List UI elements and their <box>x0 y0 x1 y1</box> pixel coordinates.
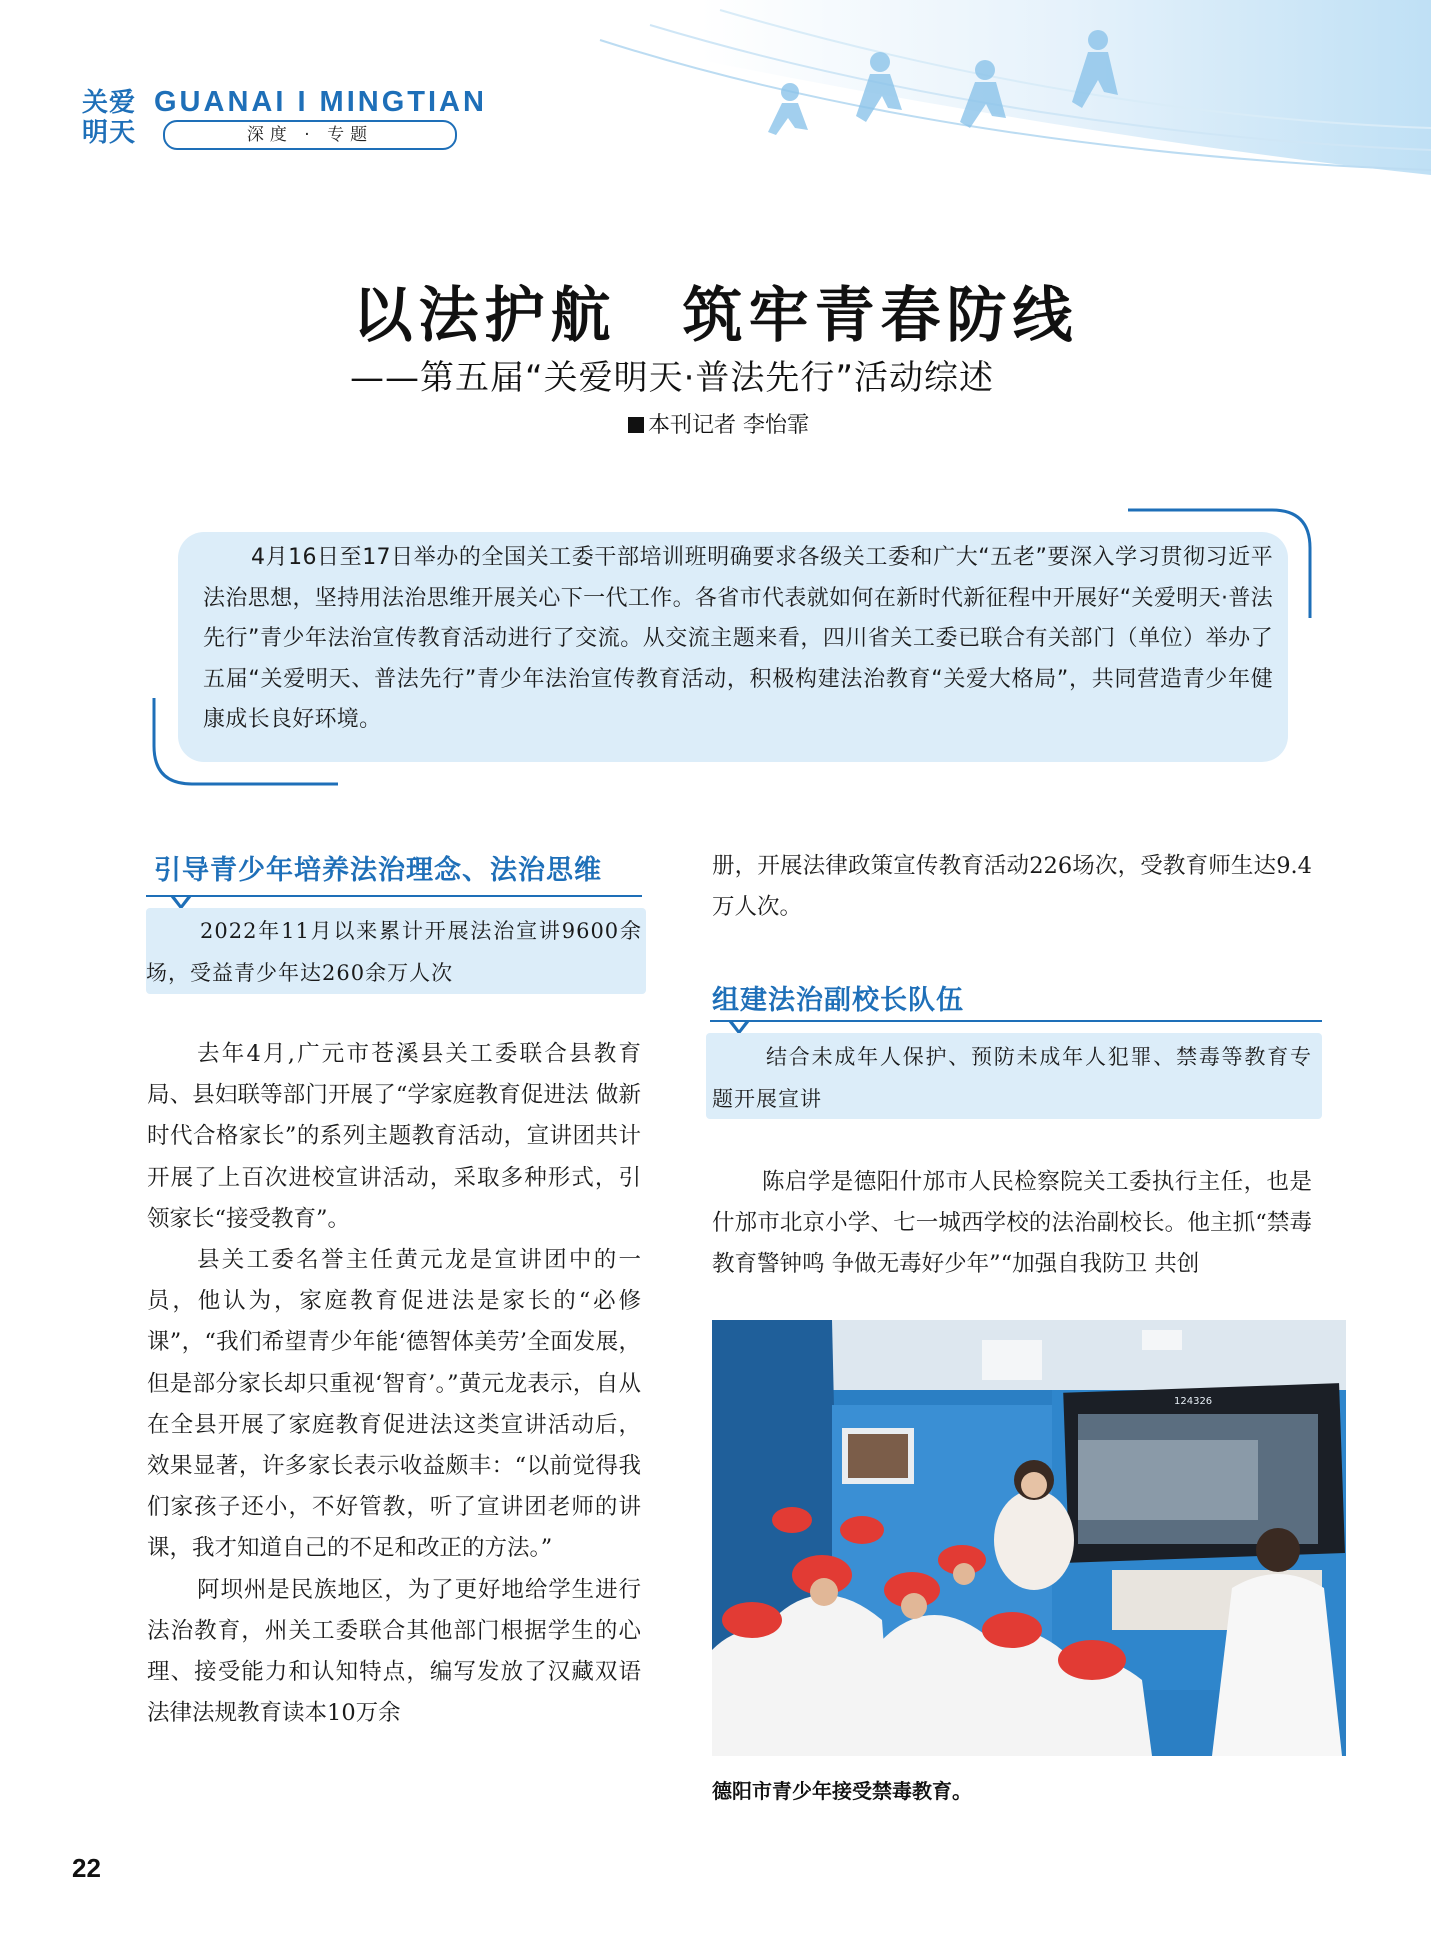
drug-education-photo <box>712 1320 1346 1756</box>
magazine-logo-cn: 关爱明天 <box>82 88 137 148</box>
right-column-continuation <box>712 846 1312 928</box>
section1-paragraph: 去年4月,广元市苍溪县关工委联合县教育局、县妇联等部门开展了“学家庭教育促进法 做新时代合格家长”的系列主题教育活动，宣讲团共计开展了上百次进校宣讲活动，采取多种形式，引领家长“接受教育”。 <box>147 1041 641 1232</box>
section1-heading: 引导青少年培养法治理念、法治思维 <box>154 855 602 886</box>
page-number: 22 <box>72 1853 101 1883</box>
article-title: 以法护航 筑牢青春防线 <box>352 281 1079 351</box>
screen-counter: 124326 <box>1174 1396 1213 1407</box>
left-column-body <box>147 1034 641 1734</box>
abstract-text: 4月16日至17日举办的全国关工委干部培训班明确要求各级关工委和广大“五老”要深入学习贯彻习近平法治思想，坚持用法治思维开展关心下一代工作。各省市代表就如何在新时代新征程中开展好“关爱明天·普法先行”青少年法治宣传教育活动进行了交流。从交流主题来看，四川省关工委已联合有关部门（单位）举办了五届“关爱明天、普法先行”青少年法治宣传教育活动，积极构建法治教育“关爱大格局”，共同营造青少年健康成长良好环境。 <box>203 545 1273 732</box>
section2-body <box>712 1162 1312 1286</box>
section1-paragraph: 县关工委名誉主任黄元龙是宣讲团中的一员，他认为，家庭教育促进法是家长的“必修课”，“我们希望青少年能‘德智体美劳’全面发展，但是部分家长却只重视‘智育’。”黄元龙表示，自从在全县开展了家庭教育促进法这类宣讲活动后，效果显著，许多家长表示收益颇丰：“以前觉得我们家孩子还小，不好管教，听了宣讲团老师的讲课，我才知道自己的不足和改正的方法。” <box>147 1247 641 1562</box>
byline-square-icon <box>628 417 644 433</box>
column-label: 深度 · 专题 <box>163 120 457 150</box>
section2-heading: 组建法治副校长队伍 <box>712 985 964 1016</box>
section1-rule <box>146 895 642 897</box>
photo-caption: 德阳市青少年接受禁毒教育。 <box>712 1779 972 1803</box>
section2-paragraph: 陈启学是德阳什邡市人民检察院关工委执行主任，也是什邡市北京小学、七一城西学校的法治副校长。他主抓“禁毒教育警钟鸣 争做无毒好少年”“加强自我防卫 共创 <box>712 1169 1312 1278</box>
section1-paragraph: 阿坝州是民族地区，为了更好地给学生进行法治教育，州关工委联合其他部门根据学生的心理、接受能力和认知特点，编写发放了汉藏双语法律法规教育读本10万余 <box>147 1576 641 1727</box>
byline-text: 本刊记者 李怡霏 <box>648 413 809 438</box>
continuation-paragraph: 册，开展法律政策宣传教育活动226场次，受教育师生达9.4万人次。 <box>712 853 1312 921</box>
magazine-logo-en: GUANAI I MINGTIAN <box>154 86 487 118</box>
article-subtitle: ——第五届“关爱明天·普法先行”活动综述 <box>350 358 995 398</box>
section2-rule <box>710 1020 1322 1022</box>
section2-callout-text: 结合未成年人保护、预防未成年人犯罪、禁毒等教育专题开展宣讲 <box>712 1045 1312 1111</box>
byline <box>628 408 809 439</box>
section1-callout-text: 2022年11月以来累计开展法治宣讲9600余场，受益青少年达260余万人次 <box>146 919 642 985</box>
